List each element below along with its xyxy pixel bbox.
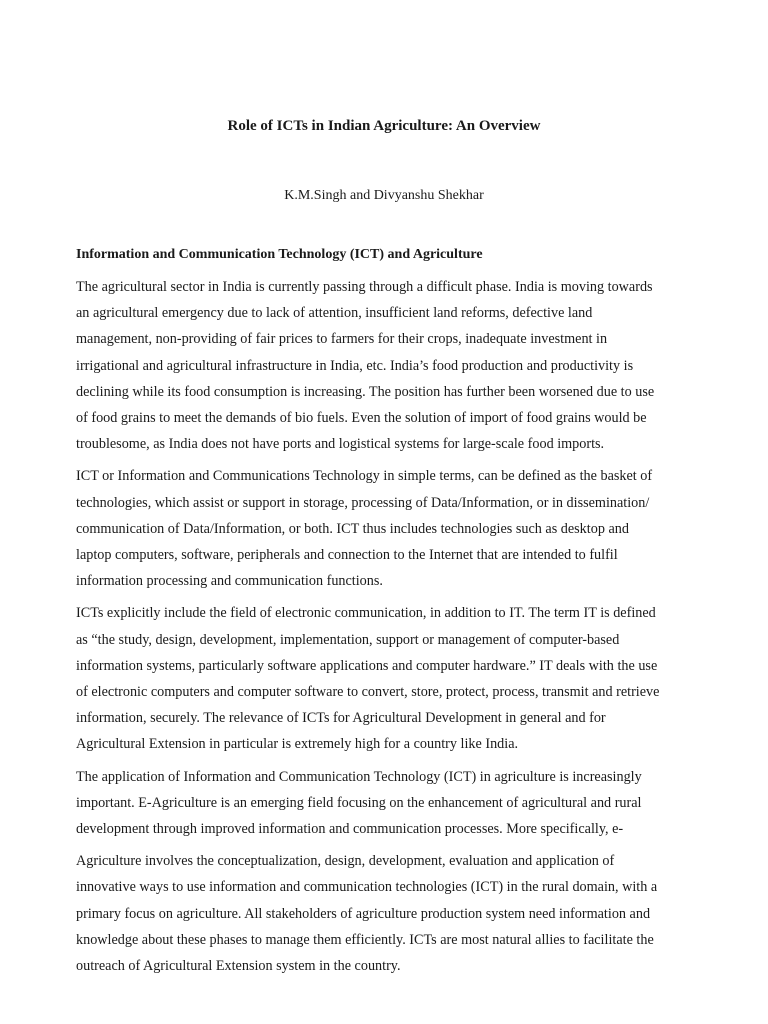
paragraph-line: The application of Information and Communication Technology (ICT) in agriculture is increasingly xyxy=(76,768,642,785)
paragraph-line: outreach of Agricultural Extension system in the country. xyxy=(76,958,401,975)
body-paragraph xyxy=(76,600,706,757)
paragraph-line: an agricultural emergency due to lack of attention, insufficient land reforms, defective land xyxy=(76,305,593,322)
paragraph-line: laptop computers, software, peripherals and connection to the Internet that are intended to fulfil xyxy=(76,547,618,564)
body-paragraph xyxy=(76,463,706,594)
paragraph-line: communication of Data/Information, or both. ICT thus includes technologies such as desktop and xyxy=(76,520,629,537)
paragraph-line: Agricultural Extension in particular is extremely high for a country like India. xyxy=(76,736,519,753)
paragraph-line: information processing and communication functions. xyxy=(76,573,383,590)
body-paragraph xyxy=(76,274,706,457)
paragraph-line: troublesome, as India does not have ports and logistical systems for large-scale food imports. xyxy=(76,436,605,453)
paragraph-line: declining while its food consumption is increasing. The position has further been worsened due to use xyxy=(76,383,655,400)
body-paragraph xyxy=(76,848,706,979)
paragraph-line: technologies, which assist or support in storage, processing of Data/Information, or in dissemination/ xyxy=(76,494,650,511)
document-authors: K.M.Singh and Divyanshu Shekhar xyxy=(284,188,484,203)
paragraph-line: ICTs explicitly include the field of electronic communication, in addition to IT. The term IT is defined xyxy=(76,605,656,622)
paragraph-line: information systems, particularly software applications and computer hardware.” IT deals with the use xyxy=(76,657,658,674)
document-title: Role of ICTs in Indian Agriculture: An Overview xyxy=(227,118,541,134)
paragraph-line: ICT or Information and Communications Technology in simple terms, can be defined as the basket of xyxy=(76,468,653,485)
body-paragraph xyxy=(76,764,706,843)
paragraph-line: Agriculture involves the conceptualization, design, development, evaluation and application of xyxy=(76,853,615,870)
paragraph-line: important. E-Agriculture is an emerging field focusing on the enhancement of agricultural and rural xyxy=(76,794,642,811)
paragraph-line: information, securely. The relevance of ICTs for Agricultural Development in general and for xyxy=(76,710,606,727)
paragraph-line: of electronic computers and computer software to convert, store, protect, process, transmit and retrieve xyxy=(76,684,660,701)
paragraph-line: management, non-providing of fair prices to farmers for their crops, inadequate investment in xyxy=(76,331,608,348)
document-body xyxy=(76,274,706,985)
paragraph-line: irrigational and agricultural infrastructure in India, etc. India’s food production and productivity is xyxy=(76,357,634,374)
paragraph-line: development through improved information and communication processes. More specifically, e- xyxy=(76,821,624,838)
paragraph-line: of food grains to meet the demands of bio fuels. Even the solution of import of food grains would be xyxy=(76,410,647,427)
paragraph-line: as “the study, design, development, implementation, support or management of computer-based xyxy=(76,631,620,648)
paragraph-line: innovative ways to use information and communication technologies (ICT) in the rural domain, with a xyxy=(76,879,658,896)
section-heading: Information and Communication Technology (ICT) and Agriculture xyxy=(76,247,483,262)
paragraph-line: knowledge about these phases to manage them efficiently. ICTs are most natural allies to facilitate the xyxy=(76,931,654,948)
paragraph-line: The agricultural sector in India is currently passing through a difficult phase. India is moving towards xyxy=(76,279,653,295)
paragraph-line: primary focus on agriculture. All stakeholders of agriculture production system need information and xyxy=(76,905,651,922)
